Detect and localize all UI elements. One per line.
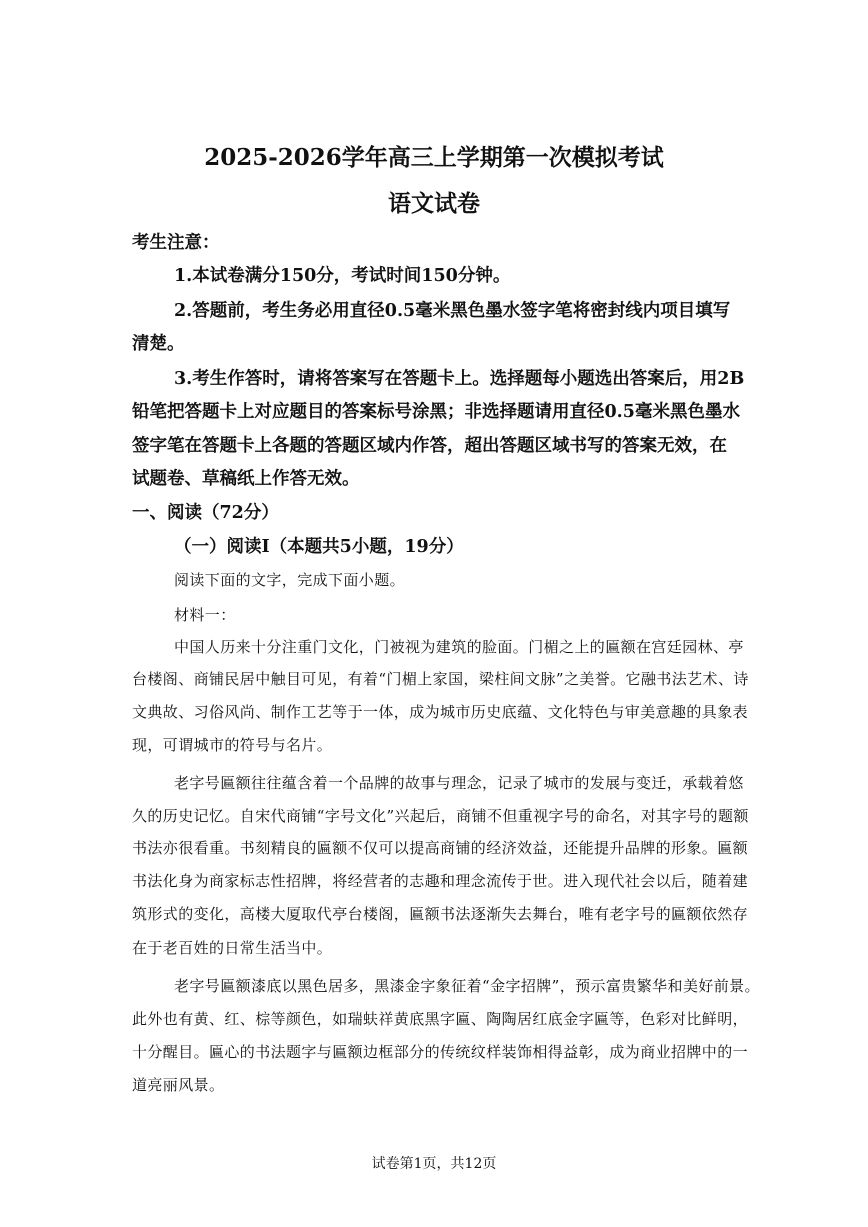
notice-item-3-line-4: 试题卷、草稿纸上作答无效。 <box>132 469 360 489</box>
instruction-text: 阅读下面的文字，完成下面小题。 <box>174 571 406 589</box>
notice-item-3-line-1: 3.考生作答时，请将答案写在答题卡上。选择题每小题选出答案后，用2B <box>174 369 745 389</box>
paragraph-line: 书法亦很看重。书刻精良的匾额不仅可以提高商铺的经济效益，还能提升品牌的形象。匾额 <box>132 839 749 857</box>
notice-item-1: 1.本试卷满分150分，考试时间150分钟。 <box>174 266 511 286</box>
paragraph-line: 书法化身为商家标志性招牌，将经营者的志趣和理念流传于世。进入现代社会以后，随着建 <box>132 872 749 890</box>
paragraph-line: 在于老百姓的日常生活当中。 <box>132 939 333 957</box>
notice-item-2-line-1: 2.答题前，考生务必用直径0.5毫米黑色墨水签字笔将密封线内项目填写 <box>174 301 731 321</box>
page-footer: 试卷第1页，共12页 <box>371 1156 497 1172</box>
notice-item-2-line-2: 清楚。 <box>132 334 185 354</box>
paragraph-line: 老字号匾额漆底以黑色居多，黑漆金字象征着“金字招牌”，预示富贵繁华和美好前景。 <box>174 977 760 995</box>
notice-heading: 考生注意： <box>132 233 220 253</box>
paragraph-line: 筑形式的变化，高楼大厦取代亭台楼阁，匾额书法逐渐失去舞台，唯有老字号的匾额依然存 <box>132 905 749 923</box>
exam-title: 2025-2026学年高三上学期第一次模拟考试 <box>204 144 664 171</box>
material-label: 材料一： <box>174 606 236 624</box>
section-heading: 一、阅读（72分） <box>132 503 279 523</box>
paragraph-line: 道亮丽风景。 <box>132 1076 225 1094</box>
paragraph-line: 中国人历来十分注重门文化，门被视为建筑的脸面。门楣之上的匾额在宫廷园林、亭 <box>174 638 744 656</box>
paragraph-line: 文典故、习俗风尚、制作工艺等于一体，成为城市历史底蕴、文化特色与审美意趣的具象表 <box>132 703 749 721</box>
paragraph-line: 十分醒目。匾心的书法题字与匾额边框部分的传统纹样装饰相得益彰，成为商业招牌中的一 <box>132 1043 749 1061</box>
paragraph-line: 此外也有黄、红、棕等颜色，如瑞蚨祥黄底黑字匾、陶陶居红底金字匾等，色彩对比鲜明， <box>132 1010 749 1028</box>
paragraph-line: 久的历史记忆。自宋代商铺“字号文化”兴起后，商铺不但重视字号的命名，对其字号的题额 <box>132 807 749 825</box>
paragraph-line: 老字号匾额往往蕴含着一个品牌的故事与理念，记录了城市的发展与变迁，承载着悠 <box>174 774 744 792</box>
notice-item-3-line-3: 签字笔在答题卡上各题的答题区域内作答，超出答题区域书写的答案无效，在 <box>132 436 727 456</box>
notice-item-3-line-2: 铅笔把答题卡上对应题目的答案标号涂黑；非选择题请用直径0.5毫米黑色墨水 <box>132 402 740 422</box>
paragraph-line: 台楼阁、商铺民居中触目可见，有着“门楣上家国，梁柱间文脉”之美誉。它融书法艺术、诗 <box>132 670 749 688</box>
paragraph-line: 现，可谓城市的符号与名片。 <box>132 736 333 754</box>
section-subheading: （一）阅读I（本题共5小题，19分） <box>174 537 464 557</box>
exam-subtitle: 语文试卷 <box>388 190 480 217</box>
